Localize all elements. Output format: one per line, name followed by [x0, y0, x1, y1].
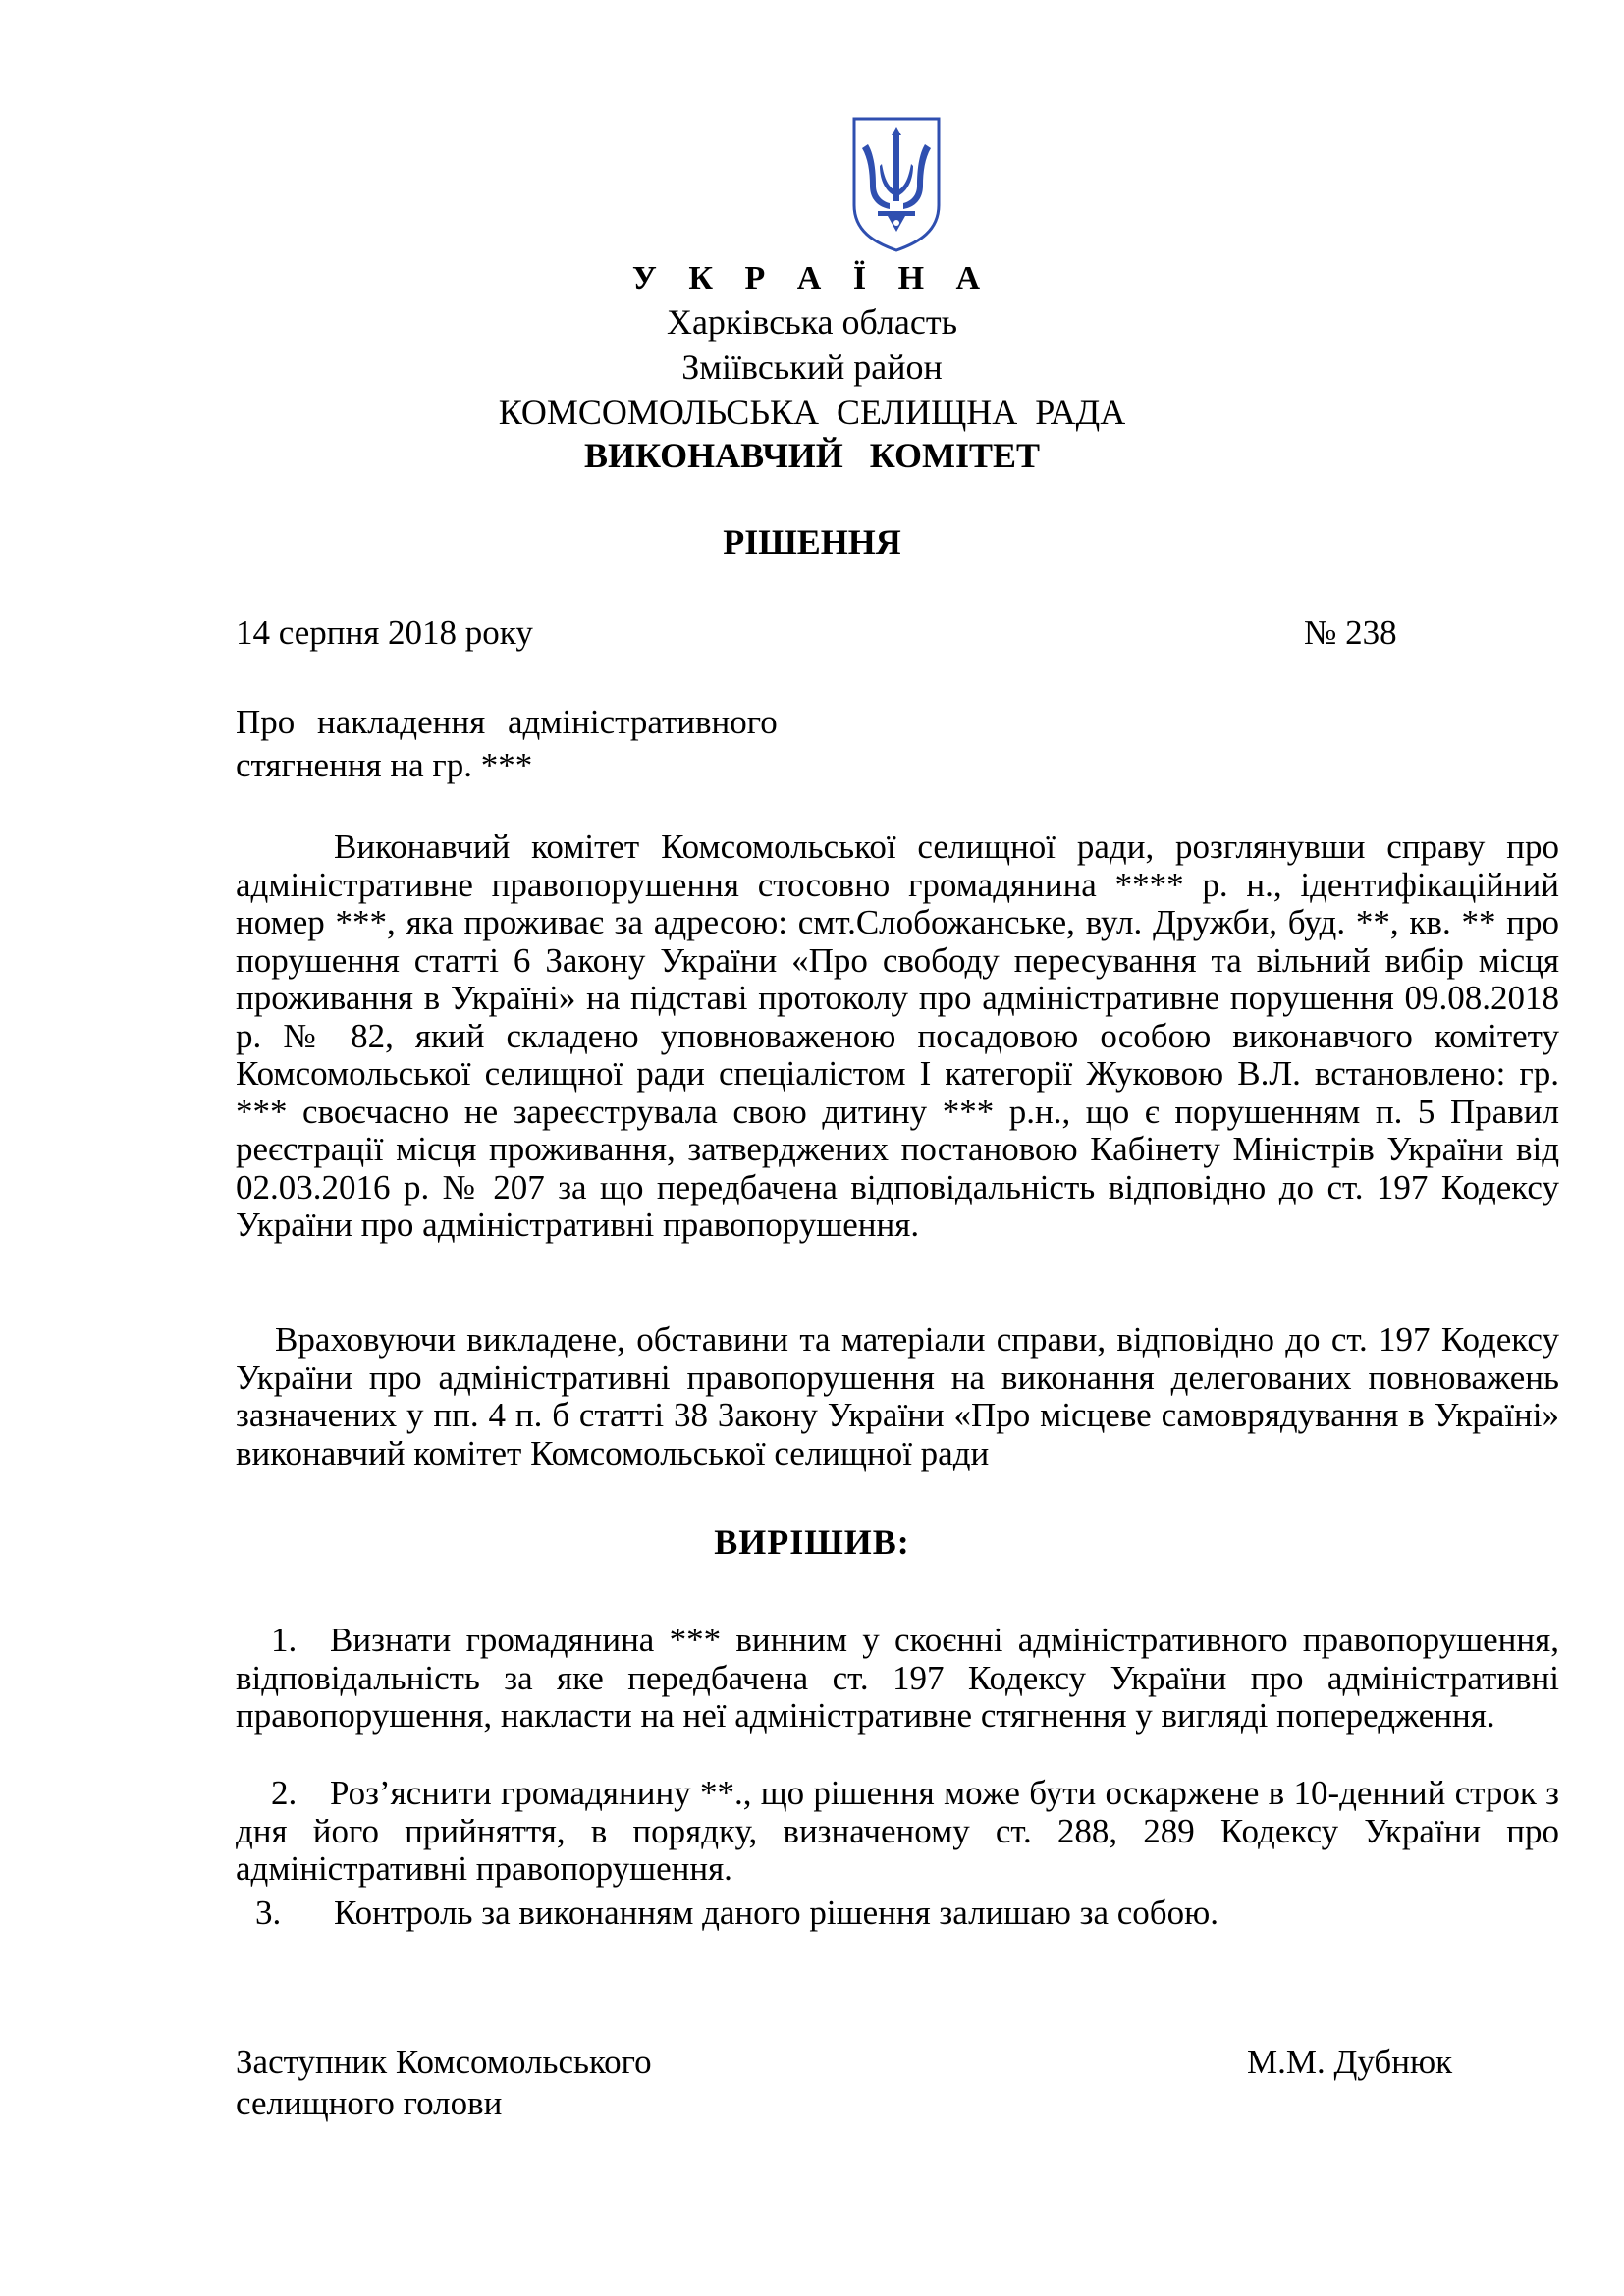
decision-item — [236, 1895, 1559, 1933]
signatory-position — [236, 2042, 652, 2124]
decision-heading: ВИРІШИВ: — [714, 1522, 910, 1562]
preamble-paragraph: Виконавчий комітет Комсомольської селищної ради, розглянувши справу про адміністративне правопорушення стосовно громадянина **** р. н., ідентифікаційний номер ***, яка проживає за адресою: смт.Слобожанське, вул. Дружби, буд. **, кв. ** про порушення статті 6 Закону України «Про свободу пересування та вільний вибір місця проживання в Україні» на підставі протоколу про адміністративне порушення 09.08.2018 р. № 82, який складено уповноваженою посадовою особою виконавчого комітету Комсомольської селищної ради спеціалістом І категорії Жуковою В.Л. встановлено: гр. *** своєчасно не зареєструвала свою дитину *** р.н., що є порушенням п. 5 Правил реєстрації місця проживання, затверджених постановою Кабінету Міністрів України від 02.03.2016 р. № 207 за що передбачена відповідальність відповідно до ст. 197 Кодексу України про адміністративні правопорушення. — [236, 828, 1559, 1244]
document-subject — [236, 701, 864, 787]
decision-item-number: 1. — [271, 1621, 298, 1659]
decision-item-number: 2. — [271, 1774, 298, 1812]
document-date: 14 серпня 2018 року — [236, 614, 533, 652]
rayon-name: Зміївський район — [681, 347, 943, 387]
document-number: № 238 — [1304, 614, 1397, 652]
subject-line-2: стягнення на гр. *** — [236, 746, 533, 784]
council-name: КОМСОМОЛЬСЬКА СЕЛИЩНА РАДА — [498, 393, 1126, 432]
decision-item — [236, 1622, 1559, 1735]
signatory-position-line-1: Заступник Комсомольського — [236, 2043, 652, 2081]
signatory-position-line-2: селищного голови — [236, 2084, 503, 2122]
committee-name: ВИКОНАВЧИЙ КОМІТЕТ — [583, 436, 1041, 475]
signatory-name: М.М. Дубнюк — [1247, 2043, 1453, 2081]
coat-of-arms-icon — [850, 115, 943, 252]
document-type-heading: РІШЕННЯ — [723, 522, 901, 561]
grounds-paragraph: Враховуючи викладене, обставини та матеріали справи, відповідно до ст. 197 Кодексу України про адміністративні правопорушення на виконання делегованих повноважень зазначених у пп. 4 п. б статті 38 Закону України «Про місцеве самоврядування в Україні» виконавчий комітет Комсомольської селищної ради — [236, 1320, 1559, 1472]
decision-item — [236, 1775, 1559, 1889]
subject-line-1: Про накладення адміністративного — [236, 703, 778, 741]
oblast-name: Харківська область — [666, 302, 958, 342]
decision-item-text: Контроль за виконанням даного рішення залишаю за собою. — [334, 1894, 1219, 1932]
country-title: У К Р А Ї Н А — [631, 260, 993, 296]
decision-item-number: 3. — [255, 1894, 282, 1932]
decision-item-text: Роз’яснити громадянину **., що рішення може бути оскаржене в 10-денний строк з дня його прийняття, в порядку, визначеному ст. 288, 289 Кодексу України про адміністративні правопорушення. — [236, 1774, 1559, 1888]
decision-item-text: Визнати громадянина *** винним у скоєнні адміністративного правопорушення, відповідальність за яке передбачена ст. 197 Кодексу України про адміністративні правопорушення, накласти на неї адміністративне стягнення у вигляді попередження. — [236, 1621, 1559, 1735]
